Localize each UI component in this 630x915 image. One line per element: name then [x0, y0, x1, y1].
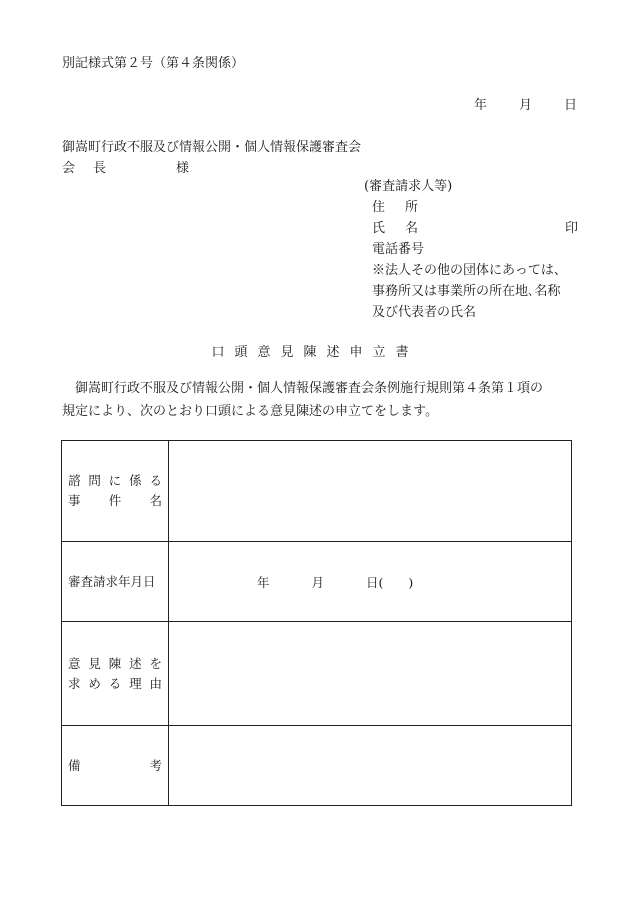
reason-label-line2-char-1: 求 — [68, 675, 81, 691]
remarks-label — [62, 726, 169, 806]
request-date-label — [62, 542, 169, 622]
name-line — [364, 218, 578, 239]
case-name-field[interactable] — [169, 441, 572, 542]
reason-label-line1-char-4: 述 — [129, 655, 142, 671]
body-line-1: 御嵩町行政不服及び情報公開・個人情報保護審査会条例施行規則第４条第１項の — [75, 381, 544, 396]
case-label-line1-char-1: 諮 — [68, 473, 81, 488]
title-cho: 長 — [93, 161, 107, 176]
case-label-line1-char-5: る — [149, 473, 162, 488]
table-row-reason — [62, 622, 572, 726]
date-month-label: 月 — [519, 98, 533, 113]
case-label-line1-char-4: 係 — [129, 473, 142, 488]
remarks-label-line — [68, 756, 162, 776]
address-char2: 所 — [405, 200, 419, 215]
name-char1: 氏 — [372, 221, 386, 236]
body-line-2: 規定により、次のとおり口頭による意見陳述の申立てをします。 — [62, 404, 438, 419]
reason-label-line1-char-1: 意 — [68, 655, 81, 671]
address-label — [364, 197, 578, 218]
table-row-date — [62, 542, 572, 622]
request-date-day: 日( ) — [366, 574, 414, 590]
addressee-organization: 御嵩町行政不服及び情報公開・個人情報保護審査会 — [62, 140, 362, 155]
seal-mark: 印 — [564, 221, 578, 236]
case-char-1: 事 — [68, 493, 81, 508]
address-char1: 住 — [372, 200, 386, 215]
body-text — [62, 377, 572, 423]
form-number: 別記様式第２号（第４条関係） — [62, 56, 245, 71]
applicant-note-2: 事務所又は事業所の所在地､名称 — [372, 284, 561, 299]
submission-date — [474, 94, 577, 113]
applicant-note-1: ※法人その他の団体にあっては、 — [372, 263, 567, 278]
name-char2: 名 — [405, 221, 419, 236]
reason-label-line2-char-5: 由 — [149, 675, 162, 691]
reason-label-line1 — [68, 654, 162, 674]
case-label-line2 — [68, 491, 162, 511]
reason-label-line2-char-4: 理 — [129, 675, 142, 691]
applicant-heading: (審査請求人等) — [364, 179, 453, 194]
table-row-remarks — [62, 726, 572, 806]
table-row-case — [62, 441, 572, 542]
date-year-label: 年 — [474, 98, 488, 113]
remarks-char-1: 備 — [68, 757, 81, 773]
remarks-field[interactable] — [169, 726, 572, 806]
remarks-char-2: 考 — [149, 757, 162, 773]
reason-field[interactable] — [169, 622, 572, 726]
case-char-2: 件 — [108, 493, 122, 508]
case-char-3: 名 — [149, 493, 162, 508]
name-label — [372, 218, 418, 239]
reason-label-line2-char-3: る — [108, 675, 122, 691]
request-date-field[interactable] — [169, 542, 572, 622]
request-date-month: 月 — [311, 574, 325, 590]
date-day-label: 日 — [564, 98, 578, 113]
request-date-label-text: 審査請求年月日 — [68, 573, 156, 589]
title-kai: 会 — [62, 161, 76, 176]
addressee-title — [62, 157, 189, 176]
case-label-line1-char-2: 問 — [88, 473, 101, 488]
reason-label-line1-char-3: 陳 — [108, 655, 122, 671]
reason-label-line2 — [68, 674, 162, 694]
reason-label — [62, 622, 169, 726]
request-date-year: 年 — [257, 574, 270, 590]
applicant-note-3: 及び代表者の氏名 — [372, 305, 477, 320]
document-title: 口頭意見陳述申立書 — [211, 345, 419, 360]
applicant-block — [364, 176, 578, 323]
reason-label-line2-char-2: め — [88, 675, 101, 691]
reason-label-line1-char-2: 見 — [88, 655, 101, 671]
case-label-line1-char-3: に — [108, 473, 122, 488]
honorific: 様 — [176, 161, 190, 176]
case-label-line1 — [68, 471, 162, 491]
case-name-label — [62, 441, 169, 542]
phone-label: 電話番号 — [372, 242, 425, 257]
reason-label-line1-char-5: を — [149, 655, 162, 671]
form-table — [61, 440, 572, 806]
